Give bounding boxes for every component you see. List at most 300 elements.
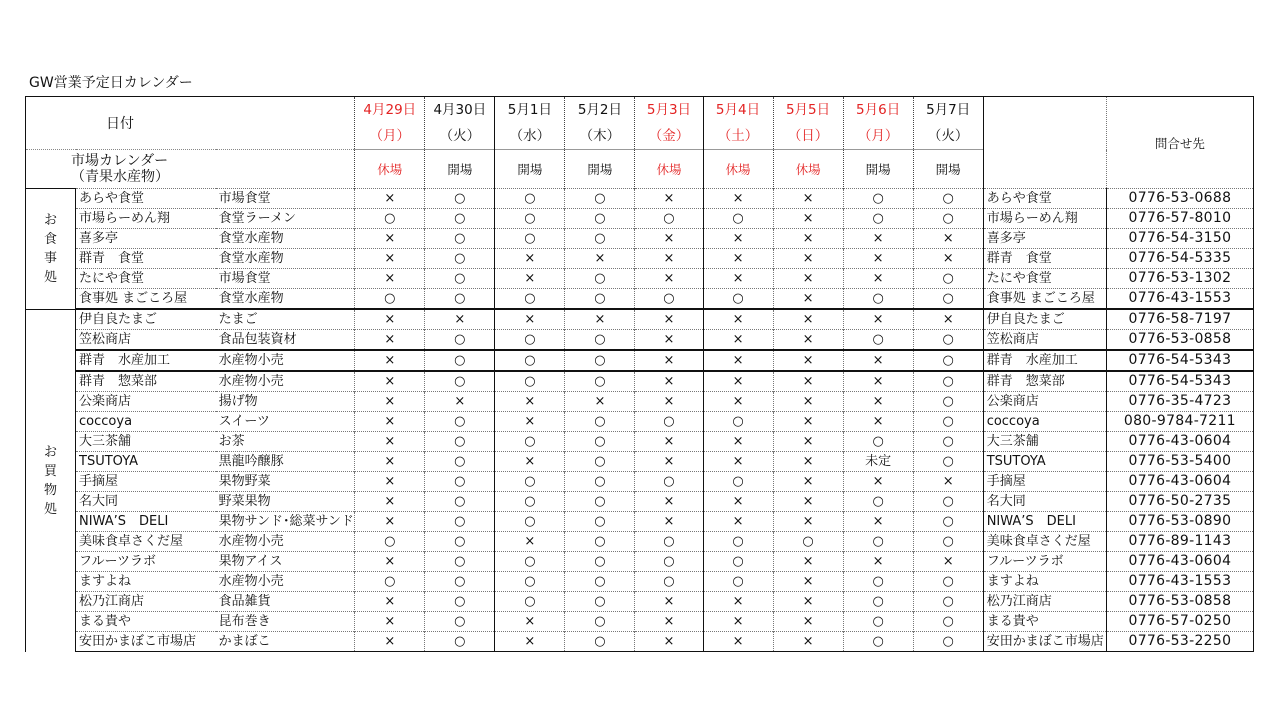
contact-shop-name: あらや食堂 bbox=[983, 189, 1106, 209]
shop-category: お茶 bbox=[216, 432, 355, 452]
open-status-mark: × bbox=[635, 512, 703, 532]
page-title: GW営業予定日カレンダー bbox=[29, 75, 193, 91]
contact-shop-name: 群青 惣菜部 bbox=[983, 371, 1106, 392]
shop-name: 群青 惣菜部 bbox=[76, 371, 216, 392]
open-status-mark: × bbox=[635, 592, 703, 612]
open-status-mark: × bbox=[913, 552, 983, 572]
shop-name: 公楽商店 bbox=[76, 392, 216, 412]
shop-name: 大三茶舗 bbox=[76, 432, 216, 452]
table-row bbox=[26, 309, 1254, 330]
open-status-mark: × bbox=[773, 612, 843, 632]
contact-shop-name: NIWA’S DELI bbox=[983, 512, 1106, 532]
phone-number: 0776-57-8010 bbox=[1106, 209, 1253, 229]
open-status-mark: × bbox=[773, 472, 843, 492]
phone-number: 080-9784-7211 bbox=[1106, 412, 1253, 432]
open-status-mark: ○ bbox=[565, 632, 635, 652]
contact-shop-name: 公楽商店 bbox=[983, 392, 1106, 412]
table-row bbox=[26, 512, 1254, 532]
open-status-mark: ○ bbox=[565, 330, 635, 351]
contact-shop-name: 笠松商店 bbox=[983, 330, 1106, 351]
open-status-mark: × bbox=[355, 632, 425, 652]
shop-name: 市場らーめん翔 bbox=[76, 209, 216, 229]
shop-name: 伊自良たまご bbox=[76, 309, 216, 330]
table-row bbox=[26, 249, 1254, 269]
open-status-mark: ○ bbox=[425, 472, 495, 492]
shop-category: 昆布巻き bbox=[216, 612, 355, 632]
open-status-mark: × bbox=[703, 392, 773, 412]
phone-number: 0776-54-3150 bbox=[1106, 229, 1253, 249]
shop-category: 水産物小売 bbox=[216, 371, 355, 392]
open-status-mark: ○ bbox=[843, 209, 913, 229]
open-status-mark: ○ bbox=[565, 512, 635, 532]
shop-category: 市場食堂 bbox=[216, 269, 355, 289]
shop-category: たまご bbox=[216, 309, 355, 330]
open-status-mark: × bbox=[773, 371, 843, 392]
open-status-mark: × bbox=[843, 412, 913, 432]
phone-number: 0776-89-1143 bbox=[1106, 532, 1253, 552]
shop-name: まる貴や bbox=[76, 612, 216, 632]
calendar-table bbox=[25, 96, 1254, 652]
shop-name: 安田かまぼこ市場店 bbox=[76, 632, 216, 652]
open-status-mark: ○ bbox=[843, 432, 913, 452]
open-status-mark: ○ bbox=[495, 189, 565, 209]
date-label: 5月7日 bbox=[926, 102, 971, 118]
open-status-mark: × bbox=[703, 350, 773, 371]
contact-shop-name: 群青 食堂 bbox=[983, 249, 1106, 269]
shop-category: 果物アイス bbox=[216, 552, 355, 572]
open-status-mark: ○ bbox=[703, 472, 773, 492]
open-status-mark: × bbox=[773, 632, 843, 652]
open-status-mark: ○ bbox=[843, 592, 913, 612]
open-status-mark: ○ bbox=[495, 229, 565, 249]
open-status-mark: ○ bbox=[425, 512, 495, 532]
open-status-mark: × bbox=[703, 512, 773, 532]
shop-name: 笠松商店 bbox=[76, 330, 216, 351]
open-status-mark: ○ bbox=[565, 532, 635, 552]
table-row bbox=[26, 452, 1254, 472]
open-status-mark: × bbox=[703, 612, 773, 632]
shop-name: 名大同 bbox=[76, 492, 216, 512]
shop-category: 黒龍吟醸豚 bbox=[216, 452, 355, 472]
open-status-mark: ○ bbox=[565, 289, 635, 310]
open-status-mark: × bbox=[635, 309, 703, 330]
date-header: 日付 bbox=[26, 97, 355, 150]
open-status-mark: ○ bbox=[913, 209, 983, 229]
open-status-mark: ○ bbox=[565, 432, 635, 452]
phone-number: 0776-53-0890 bbox=[1106, 512, 1253, 532]
market-status: 休場 bbox=[703, 150, 773, 189]
open-status-mark: × bbox=[773, 572, 843, 592]
open-status-mark: ○ bbox=[565, 492, 635, 512]
open-status-mark: × bbox=[425, 392, 495, 412]
open-status-mark: × bbox=[635, 452, 703, 472]
open-status-mark: ○ bbox=[913, 512, 983, 532]
open-status-mark: × bbox=[635, 229, 703, 249]
contact-shop-name: 手摘屋 bbox=[983, 472, 1106, 492]
weekday-label: （火） bbox=[927, 128, 969, 144]
open-status-mark: × bbox=[703, 632, 773, 652]
open-status-mark: ○ bbox=[913, 592, 983, 612]
table-row bbox=[26, 532, 1254, 552]
phone-number: 0776-43-0604 bbox=[1106, 432, 1253, 452]
date-column-header bbox=[635, 97, 703, 150]
phone-number: 0776-43-0604 bbox=[1106, 552, 1253, 572]
shop-category: 食品包装資材 bbox=[216, 330, 355, 351]
open-status-mark: ○ bbox=[565, 612, 635, 632]
open-status-mark: × bbox=[635, 392, 703, 412]
market-status: 開場 bbox=[425, 150, 495, 189]
open-status-mark: × bbox=[355, 309, 425, 330]
phone-number: 0776-54-5343 bbox=[1106, 350, 1253, 371]
open-status-mark: ○ bbox=[913, 371, 983, 392]
open-status-mark: × bbox=[703, 371, 773, 392]
date-column-header bbox=[913, 97, 983, 150]
open-status-mark: × bbox=[495, 249, 565, 269]
weekday-label: （水） bbox=[509, 128, 551, 144]
phone-number: 0776-53-2250 bbox=[1106, 632, 1253, 652]
table-row bbox=[26, 492, 1254, 512]
open-status-mark: ○ bbox=[703, 289, 773, 310]
open-status-mark: ○ bbox=[635, 532, 703, 552]
phone-number: 0776-53-1302 bbox=[1106, 269, 1253, 289]
shop-category: 水産物小売 bbox=[216, 350, 355, 371]
open-status-mark: × bbox=[355, 552, 425, 572]
open-status-mark: × bbox=[703, 309, 773, 330]
open-status-mark: ○ bbox=[425, 612, 495, 632]
open-status-mark: ○ bbox=[565, 371, 635, 392]
open-status-mark: ○ bbox=[635, 572, 703, 592]
shop-category: 果物サンド･総菜サンド bbox=[216, 512, 355, 532]
open-status-mark: ○ bbox=[703, 552, 773, 572]
phone-number: 0776-54-5335 bbox=[1106, 249, 1253, 269]
open-status-mark: × bbox=[773, 249, 843, 269]
phone-number: 0776-50-2735 bbox=[1106, 492, 1253, 512]
open-status-mark: × bbox=[495, 392, 565, 412]
open-status-mark: ○ bbox=[495, 492, 565, 512]
market-label-2: （青果水産物） bbox=[71, 169, 169, 185]
contact-shop-name: 喜多亭 bbox=[983, 229, 1106, 249]
table-row bbox=[26, 572, 1254, 592]
open-status-mark: ○ bbox=[565, 269, 635, 289]
open-status-mark: × bbox=[773, 452, 843, 472]
phone-number: 0776-53-0858 bbox=[1106, 592, 1253, 612]
open-status-mark: 未定 bbox=[843, 452, 913, 472]
open-status-mark: × bbox=[843, 269, 913, 289]
open-status-mark: × bbox=[355, 432, 425, 452]
date-column-header bbox=[703, 97, 773, 150]
open-status-mark: ○ bbox=[355, 289, 425, 310]
weekday-label: （土） bbox=[717, 128, 759, 144]
date-column-header bbox=[565, 97, 635, 150]
open-status-mark: ○ bbox=[495, 371, 565, 392]
open-status-mark: ○ bbox=[425, 572, 495, 592]
open-status-mark: × bbox=[843, 309, 913, 330]
market-status: 開場 bbox=[495, 150, 565, 189]
phone-number: 0776-54-5343 bbox=[1106, 371, 1253, 392]
shop-name: 群青 食堂 bbox=[76, 249, 216, 269]
open-status-mark: × bbox=[425, 309, 495, 330]
open-status-mark: × bbox=[355, 392, 425, 412]
open-status-mark: × bbox=[703, 229, 773, 249]
table-row bbox=[26, 612, 1254, 632]
shop-name: coccoya bbox=[76, 412, 216, 432]
open-status-mark: ○ bbox=[913, 412, 983, 432]
open-status-mark: ○ bbox=[495, 592, 565, 612]
shop-name: 松乃江商店 bbox=[76, 592, 216, 612]
table-row bbox=[26, 632, 1254, 652]
weekday-label: （火） bbox=[439, 128, 481, 144]
shop-name: たにや食堂 bbox=[76, 269, 216, 289]
phone-number: 0776-57-0250 bbox=[1106, 612, 1253, 632]
table-row bbox=[26, 350, 1254, 371]
open-status-mark: × bbox=[495, 612, 565, 632]
shop-category: 果物野菜 bbox=[216, 472, 355, 492]
table-row bbox=[26, 432, 1254, 452]
open-status-mark: ○ bbox=[843, 612, 913, 632]
contact-shop-name: フルーツラボ bbox=[983, 552, 1106, 572]
open-status-mark: × bbox=[355, 350, 425, 371]
market-status: 開場 bbox=[565, 150, 635, 189]
contact-shop-name: 松乃江商店 bbox=[983, 592, 1106, 612]
open-status-mark: ○ bbox=[703, 209, 773, 229]
open-status-mark: × bbox=[635, 632, 703, 652]
open-status-mark: ○ bbox=[425, 552, 495, 572]
open-status-mark: ○ bbox=[913, 330, 983, 351]
open-status-mark: × bbox=[843, 229, 913, 249]
table-row bbox=[26, 371, 1254, 392]
weekday-label: （日） bbox=[787, 128, 829, 144]
open-status-mark: × bbox=[773, 552, 843, 572]
shop-name: 食事処 まごころ屋 bbox=[76, 289, 216, 310]
open-status-mark: × bbox=[635, 371, 703, 392]
contact-shop-name: 市場らーめん翔 bbox=[983, 209, 1106, 229]
open-status-mark: × bbox=[843, 350, 913, 371]
open-status-mark: ○ bbox=[843, 289, 913, 310]
open-status-mark: × bbox=[703, 592, 773, 612]
open-status-mark: × bbox=[773, 392, 843, 412]
open-status-mark: × bbox=[355, 412, 425, 432]
open-status-mark: ○ bbox=[913, 572, 983, 592]
open-status-mark: ○ bbox=[913, 532, 983, 552]
table-row bbox=[26, 330, 1254, 351]
shop-category: 野菜果物 bbox=[216, 492, 355, 512]
open-status-mark: × bbox=[773, 512, 843, 532]
shop-category: 市場食堂 bbox=[216, 189, 355, 209]
phone-number: 0776-43-0604 bbox=[1106, 472, 1253, 492]
contact-shop-name: coccoya bbox=[983, 412, 1106, 432]
open-status-mark: × bbox=[703, 492, 773, 512]
open-status-mark: ○ bbox=[843, 492, 913, 512]
open-status-mark: ○ bbox=[425, 330, 495, 351]
shop-name: あらや食堂 bbox=[76, 189, 216, 209]
table-row bbox=[26, 269, 1254, 289]
shop-category: かまぼこ bbox=[216, 632, 355, 652]
open-status-mark: × bbox=[843, 512, 913, 532]
open-status-mark: × bbox=[843, 371, 913, 392]
contact-shop-name: 安田かまぼこ市場店 bbox=[983, 632, 1106, 652]
table-row bbox=[26, 412, 1254, 432]
open-status-mark: ○ bbox=[495, 432, 565, 452]
contact-shop-name: まる貴や bbox=[983, 612, 1106, 632]
section-label bbox=[26, 189, 76, 310]
open-status-mark: × bbox=[495, 532, 565, 552]
open-status-mark: ○ bbox=[843, 572, 913, 592]
open-status-mark: × bbox=[773, 492, 843, 512]
date-column-header bbox=[773, 97, 843, 150]
open-status-mark: ○ bbox=[843, 330, 913, 351]
open-status-mark: × bbox=[635, 350, 703, 371]
open-status-mark: ○ bbox=[913, 350, 983, 371]
table-row bbox=[26, 472, 1254, 492]
date-column-header bbox=[355, 97, 425, 150]
open-status-mark: × bbox=[703, 432, 773, 452]
contact-shop-name: たにや食堂 bbox=[983, 269, 1106, 289]
date-label: 4月30日 bbox=[433, 102, 487, 118]
shop-category: 水産物小売 bbox=[216, 532, 355, 552]
open-status-mark: × bbox=[773, 350, 843, 371]
open-status-mark: × bbox=[635, 492, 703, 512]
weekday-label: （月） bbox=[857, 128, 899, 144]
open-status-mark: ○ bbox=[635, 209, 703, 229]
open-status-mark: ○ bbox=[425, 249, 495, 269]
open-status-mark: ○ bbox=[565, 350, 635, 371]
shop-name: 手摘屋 bbox=[76, 472, 216, 492]
section-label-text: お食事処 bbox=[44, 212, 58, 285]
open-status-mark: ○ bbox=[425, 532, 495, 552]
open-status-mark: ○ bbox=[913, 269, 983, 289]
open-status-mark: × bbox=[635, 269, 703, 289]
open-status-mark: × bbox=[355, 229, 425, 249]
open-status-mark: ○ bbox=[913, 392, 983, 412]
open-status-mark: × bbox=[495, 269, 565, 289]
open-status-mark: × bbox=[843, 472, 913, 492]
open-status-mark: × bbox=[355, 452, 425, 472]
open-status-mark: × bbox=[495, 309, 565, 330]
open-status-mark: ○ bbox=[565, 209, 635, 229]
open-status-mark: ○ bbox=[495, 350, 565, 371]
open-status-mark: × bbox=[355, 371, 425, 392]
table-row bbox=[26, 552, 1254, 572]
shop-name: 喜多亭 bbox=[76, 229, 216, 249]
shop-name: NIWA’S DELI bbox=[76, 512, 216, 532]
open-status-mark: ○ bbox=[913, 612, 983, 632]
open-status-mark: × bbox=[355, 269, 425, 289]
open-status-mark: ○ bbox=[843, 189, 913, 209]
market-status: 開場 bbox=[843, 150, 913, 189]
open-status-mark: × bbox=[773, 592, 843, 612]
date-column-header bbox=[495, 97, 565, 150]
open-status-mark: × bbox=[355, 330, 425, 351]
phone-number: 0776-53-0688 bbox=[1106, 189, 1253, 209]
open-status-mark: × bbox=[635, 330, 703, 351]
shop-category: スイーツ bbox=[216, 412, 355, 432]
table-row bbox=[26, 592, 1254, 612]
open-status-mark: ○ bbox=[425, 289, 495, 310]
open-status-mark: × bbox=[843, 552, 913, 572]
open-status-mark: ○ bbox=[913, 492, 983, 512]
open-status-mark: × bbox=[773, 269, 843, 289]
open-status-mark: × bbox=[913, 309, 983, 330]
open-status-mark: × bbox=[635, 189, 703, 209]
open-status-mark: × bbox=[773, 229, 843, 249]
open-status-mark: × bbox=[703, 269, 773, 289]
shop-name: 群青 水産加工 bbox=[76, 350, 216, 371]
open-status-mark: ○ bbox=[913, 452, 983, 472]
open-status-mark: ○ bbox=[565, 452, 635, 472]
open-status-mark: ○ bbox=[913, 632, 983, 652]
open-status-mark: ○ bbox=[495, 209, 565, 229]
open-status-mark: × bbox=[565, 249, 635, 269]
open-status-mark: ○ bbox=[495, 472, 565, 492]
table-row bbox=[26, 189, 1254, 209]
open-status-mark: ○ bbox=[355, 572, 425, 592]
open-status-mark: × bbox=[843, 392, 913, 412]
open-status-mark: × bbox=[355, 512, 425, 532]
open-status-mark: × bbox=[773, 189, 843, 209]
open-status-mark: ○ bbox=[635, 412, 703, 432]
open-status-mark: × bbox=[635, 432, 703, 452]
table-row bbox=[26, 229, 1254, 249]
open-status-mark: ○ bbox=[355, 209, 425, 229]
open-status-mark: ○ bbox=[425, 269, 495, 289]
open-status-mark: ○ bbox=[843, 532, 913, 552]
open-status-mark: × bbox=[773, 432, 843, 452]
open-status-mark: × bbox=[355, 249, 425, 269]
open-status-mark: ○ bbox=[635, 472, 703, 492]
open-status-mark: ○ bbox=[565, 412, 635, 432]
contact-shop-name: TSUTOYA bbox=[983, 452, 1106, 472]
date-label: 4月29日 bbox=[363, 102, 417, 118]
open-status-mark: × bbox=[355, 189, 425, 209]
date-label: 5月2日 bbox=[577, 102, 623, 118]
open-status-mark: ○ bbox=[425, 350, 495, 371]
weekday-label: （金） bbox=[648, 128, 690, 144]
open-status-mark: × bbox=[495, 412, 565, 432]
date-label: 5月5日 bbox=[785, 102, 831, 118]
date-label: 5月4日 bbox=[715, 102, 761, 118]
shop-category: 食堂ラーメン bbox=[216, 209, 355, 229]
shop-category: 食堂水産物 bbox=[216, 229, 355, 249]
open-status-mark: × bbox=[495, 452, 565, 472]
open-status-mark: ○ bbox=[425, 492, 495, 512]
date-column-header bbox=[425, 97, 495, 150]
open-status-mark: ○ bbox=[703, 572, 773, 592]
open-status-mark: × bbox=[773, 209, 843, 229]
open-status-mark: ○ bbox=[425, 452, 495, 472]
open-status-mark: ○ bbox=[355, 532, 425, 552]
date-label: 5月3日 bbox=[646, 102, 692, 118]
open-status-mark: × bbox=[355, 592, 425, 612]
contact-shop-name: 群青 水産加工 bbox=[983, 350, 1106, 371]
open-status-mark: ○ bbox=[913, 189, 983, 209]
shop-category: 揚げ物 bbox=[216, 392, 355, 412]
open-status-mark: × bbox=[635, 249, 703, 269]
open-status-mark: × bbox=[913, 229, 983, 249]
open-status-mark: × bbox=[913, 249, 983, 269]
open-status-mark: ○ bbox=[565, 572, 635, 592]
open-status-mark: × bbox=[355, 492, 425, 512]
open-status-mark: × bbox=[635, 612, 703, 632]
open-status-mark: ○ bbox=[635, 289, 703, 310]
open-status-mark: ○ bbox=[425, 189, 495, 209]
shop-category: 食堂水産物 bbox=[216, 249, 355, 269]
phone-number: 0776-58-7197 bbox=[1106, 309, 1253, 330]
phone-number: 0776-43-1553 bbox=[1106, 572, 1253, 592]
phone-number: 0776-35-4723 bbox=[1106, 392, 1253, 412]
contact-shop-name: 伊自良たまご bbox=[983, 309, 1106, 330]
open-status-mark: ○ bbox=[495, 552, 565, 572]
market-status: 休場 bbox=[773, 150, 843, 189]
